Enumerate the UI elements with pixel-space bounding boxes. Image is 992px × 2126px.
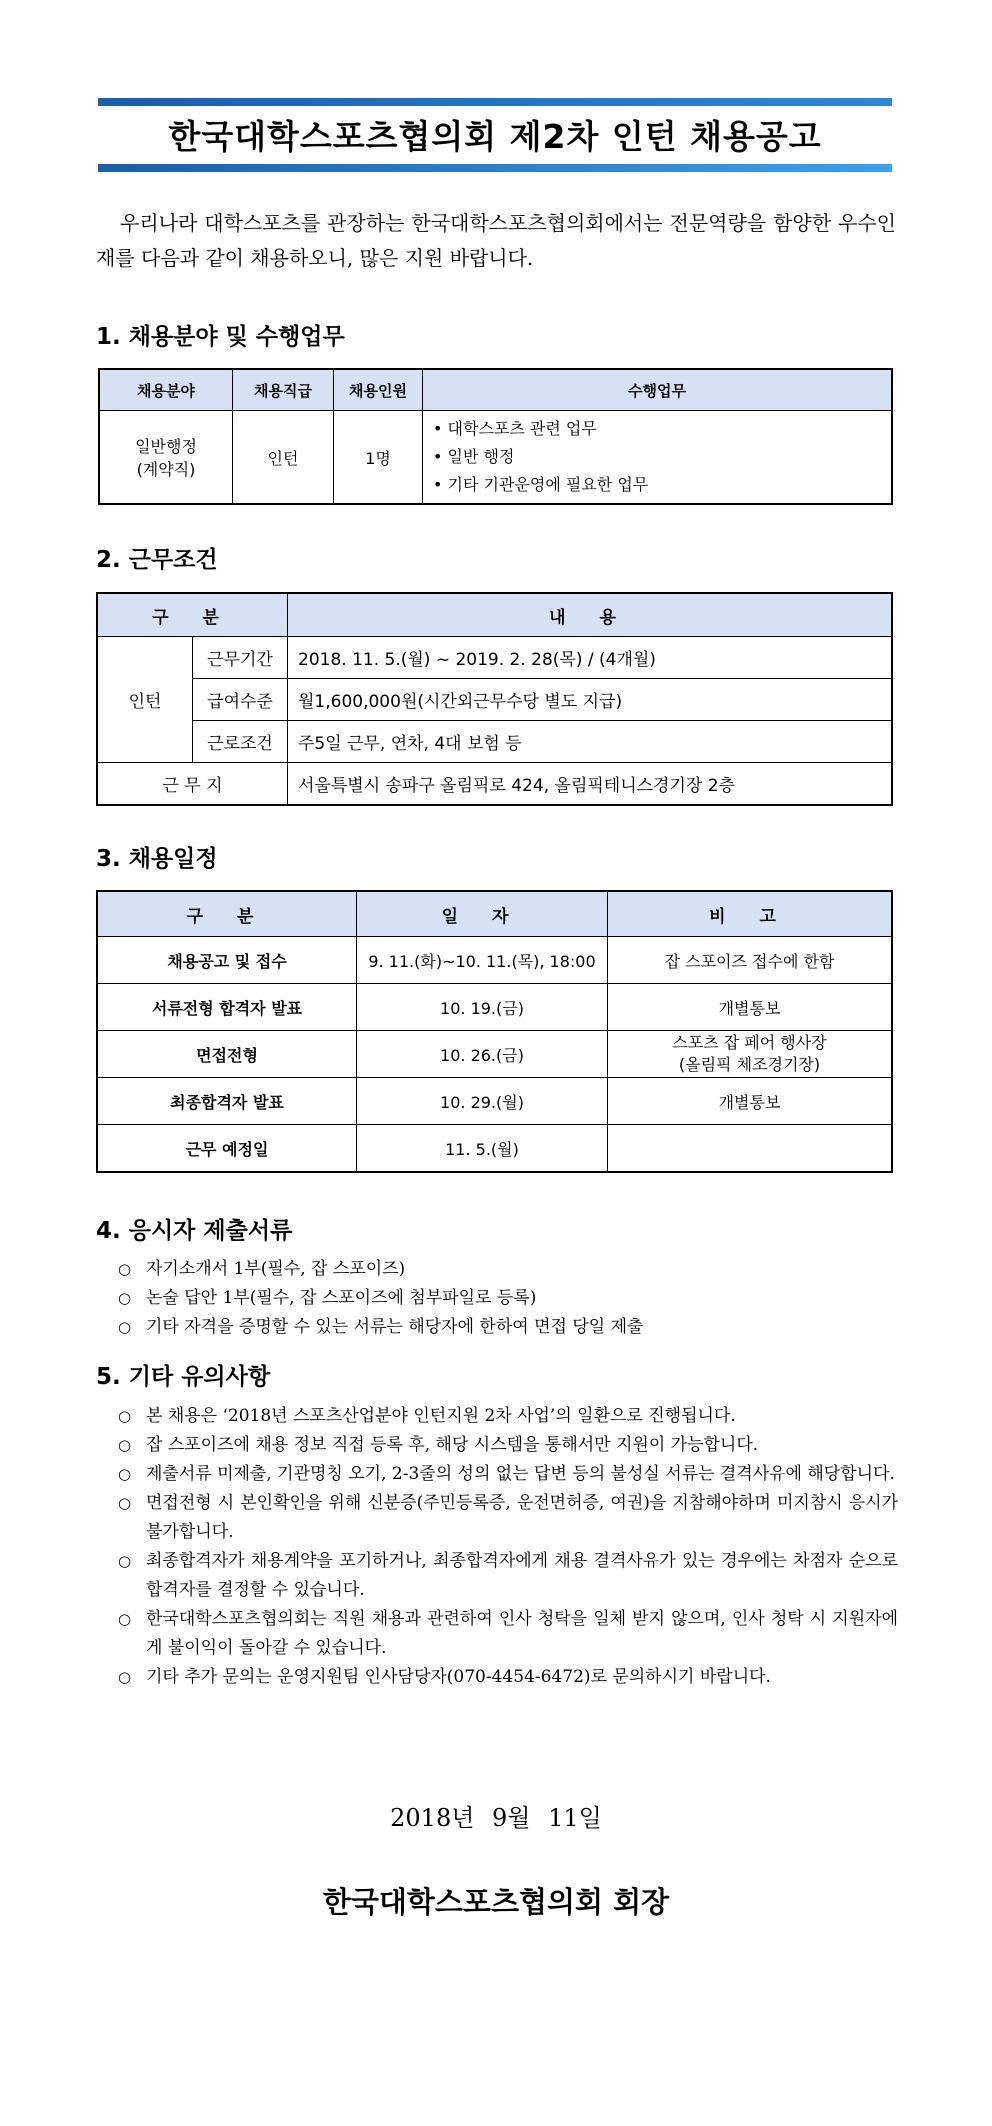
- signature: 한국대학스포츠협의회 회장: [322, 1885, 670, 1919]
- schedule-note: 개별통보: [608, 984, 893, 1031]
- field-type: (계약직): [136, 460, 196, 479]
- schedule-date: 11. 5.(월): [357, 1125, 608, 1173]
- schedule-date: 9. 11.(화)~10. 11.(목), 18:00: [357, 937, 608, 984]
- schedule-note: [608, 1125, 893, 1173]
- intro-text: 우리나라 대학스포츠를 관장하는 한국대학스포츠협의회에서는 전문역량을 함양한 우수인재를 다음과 같이 채용하오니, 많은 지원 바랍니다.: [96, 211, 896, 270]
- table-row: [97, 984, 892, 1031]
- row-value: 2018. 11. 5.(월) ~ 2019. 2. 28(목) / (4개월): [288, 637, 893, 679]
- title-bottom-bar: [98, 164, 892, 172]
- schedule-label: 근무 예정일: [97, 1125, 357, 1173]
- work-conditions-table: [96, 592, 893, 806]
- section4-heading: 4. 응시자 제출서류: [96, 1218, 293, 1244]
- schedule-note-line: (올림픽 체조경기장): [678, 1055, 821, 1074]
- row-label: 근로조건: [193, 721, 288, 763]
- table-row: [97, 1078, 892, 1125]
- header-date: 일 자: [357, 891, 608, 937]
- duty-cell: [423, 411, 893, 505]
- schedule-table: [96, 890, 893, 1173]
- header-note: 비 고: [608, 891, 893, 937]
- table-row: [97, 1031, 892, 1078]
- documents-list: [118, 1255, 898, 1342]
- table-row: [97, 637, 892, 679]
- header-category: 구 분: [97, 891, 357, 937]
- title-block: [98, 98, 892, 172]
- list-item: ○ 본 채용은 ‘2018년 스포츠산업분야 인턴지원 2차 사업’의 일환으로 진행됩니다.: [118, 1402, 898, 1431]
- table-row: [97, 721, 892, 763]
- schedule-date: 10. 26.(금): [357, 1031, 608, 1078]
- field-name: 일반행정: [135, 437, 197, 456]
- schedule-label: 서류전형 합격자 발표: [97, 984, 357, 1031]
- title-top-bar: [98, 98, 892, 106]
- recruit-field-table: [98, 368, 893, 505]
- list-item: ○ 한국대학스포츠협의회는 직원 채용과 관련하여 인사 청탁을 일체 받지 않으며, 인사 청탁 시 지원자에게 불이익이 돌아갈 수 있습니다.: [118, 1605, 898, 1663]
- schedule-label: 면접전형: [97, 1031, 357, 1078]
- group-cell: 인턴: [97, 637, 193, 763]
- place-label: 근 무 지: [97, 763, 288, 806]
- notice-date: 2018년 9월 11일: [390, 1804, 602, 1832]
- header-duty: 수행업무: [423, 369, 893, 411]
- table-row: [97, 1125, 892, 1173]
- list-item: ○ 기타 추가 문의는 운영지원팀 인사담당자(070-4454-6472)로 문의하시기 바랍니다.: [118, 1663, 898, 1692]
- schedule-date: 10. 19.(금): [357, 984, 608, 1031]
- table-header-row: [97, 593, 892, 637]
- list-item: ○ 잡 스포이즈에 채용 정보 직접 등록 후, 해당 시스템을 통해서만 지원이 가능합니다.: [118, 1431, 898, 1460]
- section3-heading: 3. 채용일정: [96, 846, 218, 872]
- duty-item: • 대학스포츠 관련 업무: [433, 415, 891, 443]
- header-field: 채용분야: [99, 369, 233, 411]
- row-label: 급여수준: [193, 679, 288, 721]
- schedule-label: 최종합격자 발표: [97, 1078, 357, 1125]
- duty-item: • 일반 행정: [433, 443, 891, 471]
- table-header-row: [97, 891, 892, 937]
- schedule-note-line: 스포츠 잡 페어 행사장: [672, 1033, 827, 1052]
- page-title: 한국대학스포츠협의회 제2차 인턴 채용공고: [168, 116, 822, 156]
- list-item: ○ 기타 자격을 증명할 수 있는 서류는 해당자에 한하여 면접 당일 제출: [118, 1313, 898, 1342]
- row-value: 월1,600,000원(시간외근무수당 별도 지급): [288, 679, 893, 721]
- schedule-date: 10. 29.(월): [357, 1078, 608, 1125]
- list-item: ○ 논술 답안 1부(필수, 잡 스포이즈에 첨부파일로 등록): [118, 1284, 898, 1313]
- list-item: ○ 최종합격자가 채용계약을 포기하거나, 최종합격자에게 채용 결격사유가 있는 경우에는 차점자 순으로 합격자를 결정할 수 있습니다.: [118, 1547, 898, 1605]
- header-count: 채용인원: [334, 369, 423, 411]
- notes-list: [118, 1402, 898, 1692]
- list-item: ○ 면접전형 시 본인확인을 위해 신분증(주민등록증, 운전면허증, 여권)을 지참해야하며 미지참시 응시가 불가합니다.: [118, 1489, 898, 1547]
- rank-cell: 인턴: [233, 411, 334, 505]
- list-item: ○ 자기소개서 1부(필수, 잡 스포이즈): [118, 1255, 898, 1284]
- table-row: [97, 937, 892, 984]
- schedule-note: 잡 스포이즈 접수에 한함: [608, 937, 893, 984]
- schedule-note: 개별통보: [608, 1078, 893, 1125]
- count-cell: 1명: [334, 411, 423, 505]
- header-category: 구 분: [97, 593, 288, 637]
- intro-paragraph: [96, 206, 896, 276]
- row-label: 근무기간: [193, 637, 288, 679]
- table-header-row: [99, 369, 892, 411]
- table-row: [97, 679, 892, 721]
- section5-heading: 5. 기타 유의사항: [96, 1364, 271, 1390]
- table-row: [97, 763, 892, 806]
- section1-heading: 1. 채용분야 및 수행업무: [96, 324, 345, 350]
- row-value: 주5일 근무, 연차, 4대 보험 등: [288, 721, 893, 763]
- list-item: ○ 제출서류 미제출, 기관명칭 오기, 2-3줄의 성의 없는 답변 등의 불성실 서류는 결격사유에 해당합니다.: [118, 1460, 898, 1489]
- place-value: 서울특별시 송파구 올림픽로 424, 올림픽테니스경기장 2층: [288, 763, 893, 806]
- duty-item: • 기타 기관운영에 필요한 업무: [433, 471, 891, 499]
- header-rank: 채용직급: [233, 369, 334, 411]
- field-cell: [99, 411, 233, 505]
- table-row: [99, 411, 892, 505]
- schedule-label: 채용공고 및 접수: [97, 937, 357, 984]
- header-content: 내 용: [288, 593, 893, 637]
- section2-heading: 2. 근무조건: [96, 547, 218, 573]
- schedule-note: [608, 1031, 893, 1078]
